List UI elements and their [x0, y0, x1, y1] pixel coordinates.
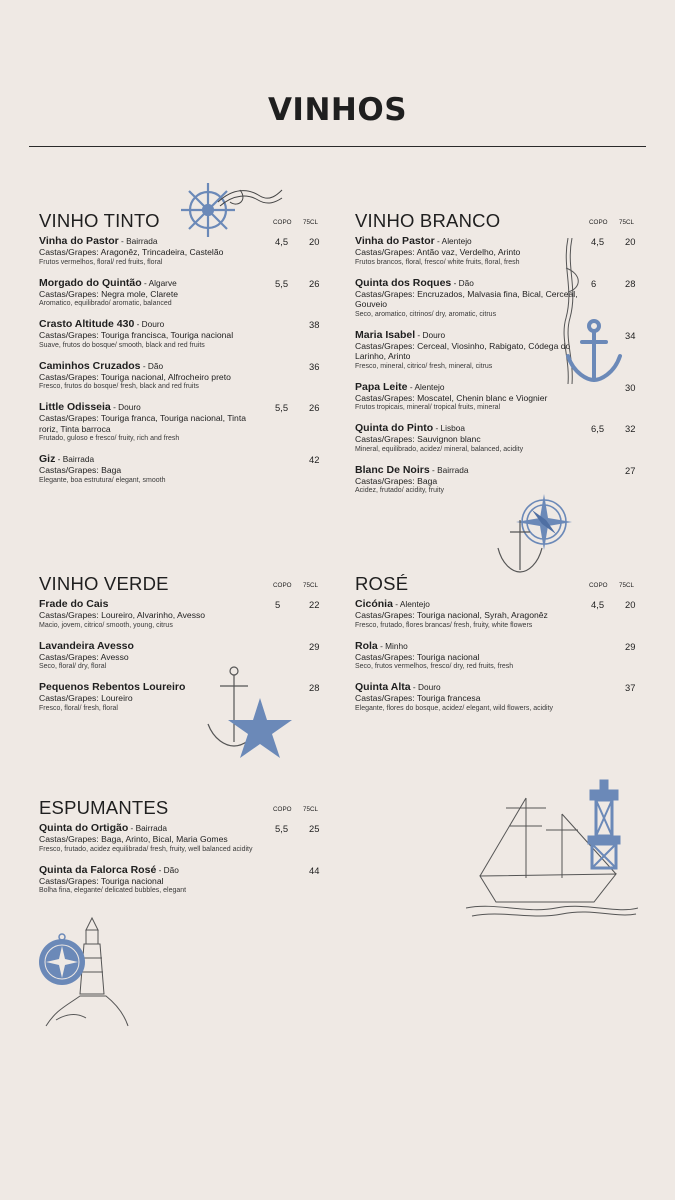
- wine-region: - Bairrada: [55, 454, 95, 464]
- wine-region: - Alentejo: [392, 599, 430, 609]
- bottle-price: 37: [625, 682, 636, 693]
- wine-notes: Frutado, guloso e fresco/ fruity, rich and fresh: [39, 435, 180, 442]
- bottle-price: 28: [625, 277, 636, 289]
- glass-price: 5,5: [275, 823, 289, 834]
- wine-notes: Fresco, frutado, flores brancas/ fresh, fruity, white flowers: [355, 621, 533, 629]
- bottle-price: 29: [625, 640, 636, 652]
- wine-name: Quinta dos Roques: [355, 276, 452, 289]
- wine-notes: Elegante, boa estrutura/ elegant, smooth: [39, 476, 166, 484]
- glass-column-label: COPO: [273, 806, 292, 813]
- wine-grapes: Castas/Grapes: Negra mole, Clarete: [39, 288, 178, 299]
- bottle-price: 30: [625, 381, 636, 393]
- wine-notes: Frutos tropicais, mineral/ tropical fruits, mineral: [355, 404, 501, 411]
- wine-list: [39, 235, 329, 486]
- wine-grapes: Castas/Grapes: Touriga nacional, Alfrocheiro preto: [39, 371, 231, 382]
- wine-notes: Seco, frutos vermelhos, fresco/ dry, red fruits, fresh: [355, 663, 514, 670]
- section-header: [39, 573, 329, 595]
- wine-list: [355, 598, 645, 714]
- wine-grapes: Castas/Grapes: Touriga francisca, Touriga nacional: [39, 330, 234, 340]
- wine-notes: Fresco, floral/ fresh, floral: [39, 704, 118, 712]
- wine-region: - Douro: [410, 682, 441, 692]
- wine-name: Papa Leite: [355, 380, 408, 393]
- wine-region: - Dão: [156, 864, 179, 875]
- wine-name: Lavandeira Avesso: [39, 639, 134, 652]
- wine-title-line: [355, 329, 580, 341]
- wine-name: Crasto Altitude 430: [39, 318, 135, 330]
- glass-price: 6,5: [591, 423, 605, 434]
- wine-grapes: Castas/Grapes: Touriga nacional: [39, 875, 164, 886]
- wine-notes: Frutos vermelhos, floral/ red fruits, floral: [39, 258, 163, 266]
- wine-title-line: [355, 598, 580, 610]
- bottle-price: 27: [625, 464, 636, 476]
- wine-notes: Seco, aromatico, citrinos/ dry, aromatic, citrus: [355, 310, 497, 318]
- wine-name: Vinha do Pastor: [355, 235, 435, 247]
- wine-title-line: [39, 598, 264, 610]
- wine-name: Morgado do Quintão: [39, 276, 142, 289]
- wine-name: Little Odisseia: [39, 401, 111, 413]
- section-header: [355, 210, 645, 232]
- bottle-price: 34: [625, 329, 636, 341]
- wine-name: Quinta da Falorca Rosé: [39, 863, 157, 876]
- wine-title-line: [39, 453, 264, 465]
- wine-region: - Douro: [110, 402, 141, 412]
- glass-price: 6: [591, 277, 597, 289]
- wine-grapes: Castas/Grapes: Baga: [39, 465, 122, 475]
- glass-column-label: COPO: [589, 582, 608, 589]
- wine-notes: Fresco, mineral, citrico/ fresh, mineral, citrus: [355, 362, 493, 370]
- compass-anchor-icon: [492, 490, 574, 580]
- wine-notes: Bolha fina, elegante/ delicated bubbles, elegant: [39, 887, 187, 894]
- wine-title-line: [39, 864, 264, 876]
- wine-grapes: Castas/Grapes: Baga: [355, 475, 438, 486]
- wine-region: - Bairrada: [118, 236, 158, 246]
- bottle-price: 26: [309, 277, 320, 289]
- wine-grapes: Castas/Grapes: Touriga franca, Touriga nacional, Tinta roriz, Tinta barroca: [39, 413, 247, 434]
- wine-notes: Fresco, frutos do bosque/ fresh, black and red fruits: [39, 383, 199, 390]
- section-title: VINHO BRANCO: [355, 210, 501, 231]
- page-title: VINHOS: [267, 92, 408, 128]
- wine-title-line: [39, 640, 264, 652]
- glass-price: 5,5: [275, 277, 289, 289]
- wine-name: Giz: [39, 453, 56, 465]
- glass-price: 4,5: [591, 599, 605, 610]
- wine-name: Quinta do Ortigão: [39, 822, 129, 834]
- bottle-price: 20: [625, 599, 636, 610]
- wine-notes: Mineral, equilibrado, acidez/ mineral, balanced, acidity: [355, 445, 524, 453]
- wine-title-line: [355, 681, 580, 693]
- wine-item: [355, 422, 645, 455]
- wine-region: - Algarve: [141, 277, 177, 288]
- wine-grapes: Castas/Grapes: Antão vaz, Verdelho, Arinto: [355, 247, 521, 257]
- wine-region: - Douro: [415, 329, 446, 340]
- wine-item: [39, 318, 329, 351]
- wine-grapes: Castas/Grapes: Sauvignon blanc: [355, 434, 481, 444]
- section-title: VINHO TINTO: [39, 210, 160, 231]
- wine-item: [39, 453, 329, 486]
- wine-item: [355, 681, 645, 714]
- bottle-price: 36: [309, 360, 320, 372]
- bottle-price: 25: [309, 823, 320, 834]
- wine-region: - Douro: [134, 319, 165, 329]
- section-title: ROSÉ: [355, 573, 409, 594]
- glass-price: 4,5: [275, 236, 289, 247]
- wine-region: - Dão: [451, 277, 474, 288]
- wine-title-line: [39, 822, 264, 834]
- wine-grapes: Castas/Grapes: Touriga nacional: [355, 651, 480, 662]
- wine-item: [39, 864, 329, 897]
- wine-name: Quinta Alta: [355, 681, 411, 693]
- wine-grapes: Castas/Grapes: Loureiro, Alvarinho, Avesso: [39, 610, 206, 620]
- bottle-price: 20: [309, 236, 320, 247]
- glass-price: 5,5: [275, 402, 289, 413]
- anchor-starfish-icon: [204, 664, 300, 766]
- glass-column-label: COPO: [589, 219, 608, 226]
- wine-name: Cicónia: [355, 598, 393, 610]
- bottle-price: 20: [625, 236, 636, 247]
- wine-grapes: Castas/Grapes: Aragonêz, Trincadeira, Castelão: [39, 247, 224, 257]
- wine-grapes: Castas/Grapes: Touriga nacional, Syrah, Aragonêz: [355, 610, 548, 620]
- wine-grapes: Castas/Grapes: Touriga francesa: [355, 693, 481, 703]
- section-header: [39, 797, 329, 819]
- wine-grapes: Castas/Grapes: Loureiro: [39, 693, 133, 703]
- wine-title-line: [355, 235, 580, 247]
- wine-notes: Aromatico, equilibrado/ aromatic, balanced: [39, 300, 172, 307]
- bottle-column-label: 75CL: [303, 582, 319, 589]
- wine-title-line: [355, 464, 580, 476]
- wine-item: [39, 277, 329, 310]
- wine-name: Rola: [355, 639, 378, 652]
- ship-wheel-rope-icon: [178, 180, 283, 242]
- wine-notes: Frutos brancos, floral, fresco/ white fruits, floral, fresh: [355, 258, 520, 266]
- bottle-column-label: 75CL: [303, 219, 319, 226]
- wine-region: - Alentejo: [407, 381, 445, 392]
- wine-region: - Lisboa: [433, 423, 465, 433]
- wine-notes: Suave, frutos do bosque/ smooth, black and red fruits: [39, 341, 205, 349]
- wine-region: - Dão: [140, 360, 164, 371]
- bottle-price: 29: [309, 640, 320, 652]
- wine-title-line: [355, 277, 580, 289]
- wine-item: [39, 598, 329, 631]
- wine-item: [39, 401, 329, 444]
- ship-buoy-icon: [466, 778, 638, 920]
- bottle-column-label: 75CL: [303, 806, 319, 813]
- bottle-price: 44: [309, 864, 320, 876]
- wine-notes: Macio, jovem, citrico/ smooth, young, citrus: [39, 621, 173, 629]
- wine-region: - Bairrada: [128, 823, 167, 833]
- bottle-price: 26: [309, 402, 320, 413]
- wine-notes: Elegante, flores do bosque, acidez/ elegant, wild flowers, acidity: [355, 704, 554, 712]
- glass-price: 5: [275, 599, 281, 610]
- wine-title-line: [355, 422, 580, 434]
- bottle-price: 42: [309, 454, 320, 465]
- wine-grapes: Castas/Grapes: Moscatel, Chenin blanc e Viognier: [355, 392, 548, 403]
- wine-title-line: [39, 401, 264, 413]
- bottle-price: 32: [625, 423, 636, 434]
- wine-title-line: [355, 381, 580, 393]
- bottle-price: 28: [309, 682, 320, 693]
- wine-notes: Fresco, frutado, acidez equilibrada/ fresh, fruity, well balanced acidity: [39, 845, 253, 853]
- wine-title-line: [355, 640, 580, 652]
- wine-name: Pequenos Rebentos Loureiro: [39, 681, 186, 693]
- wine-item: [39, 822, 329, 855]
- title-divider: [29, 146, 646, 147]
- wine-title-line: [39, 277, 264, 289]
- wine-grapes: Castas/Grapes: Cerceal, Viosinho, Rabigato, Códega do Larinho, Arinto: [355, 340, 571, 361]
- glass-column-label: COPO: [273, 582, 292, 589]
- wine-name: Maria Isabel: [355, 328, 416, 341]
- glass-column-label: COPO: [273, 219, 292, 226]
- wine-notes: Acidez, frutado/ acidity, fruity: [355, 487, 444, 494]
- wine-grapes: Castas/Grapes: Baga, Arinto, Bical, Maria Gomes: [39, 834, 228, 844]
- wine-region: - Bairrada: [429, 464, 469, 475]
- wine-region: - Alentejo: [434, 236, 472, 246]
- wine-grapes: Castas/Grapes: Encruzados, Malvasia fina, Bical, Cerceal, Gouveio: [355, 288, 578, 309]
- section-vinho-tinto: [39, 210, 329, 495]
- bottle-price: 22: [309, 599, 320, 610]
- wine-name: Vinha do Pastor: [39, 235, 119, 247]
- wine-name: Blanc De Noirs: [355, 463, 430, 476]
- lighthouse-compass-icon: [36, 914, 132, 1028]
- bottle-column-label: 75CL: [619, 219, 635, 226]
- wine-name: Frade do Cais: [39, 598, 109, 610]
- wine-name: Quinta do Pinto: [355, 422, 434, 434]
- wine-name: Caminhos Cruzados: [39, 359, 141, 372]
- wine-grapes: Castas/Grapes: Avesso: [39, 651, 129, 662]
- wine-title-line: [39, 318, 264, 330]
- wine-item: [355, 381, 645, 414]
- wine-notes: Seco, floral/ dry, floral: [39, 663, 107, 670]
- rope-anchor-icon: [558, 238, 624, 384]
- wine-region: - Minho: [377, 640, 408, 651]
- wine-title-line: [39, 360, 264, 372]
- wine-item: [355, 598, 645, 631]
- bottle-column-label: 75CL: [619, 582, 635, 589]
- glass-price: 4,5: [591, 236, 605, 247]
- section-title: ESPUMANTES: [39, 797, 169, 818]
- wine-list: [39, 822, 329, 896]
- section-espumantes: [39, 797, 329, 905]
- wine-item: [39, 360, 329, 393]
- wine-item: [355, 640, 645, 673]
- bottle-price: 38: [309, 319, 320, 330]
- section-rose: [355, 573, 645, 723]
- section-title: VINHO VERDE: [39, 573, 169, 594]
